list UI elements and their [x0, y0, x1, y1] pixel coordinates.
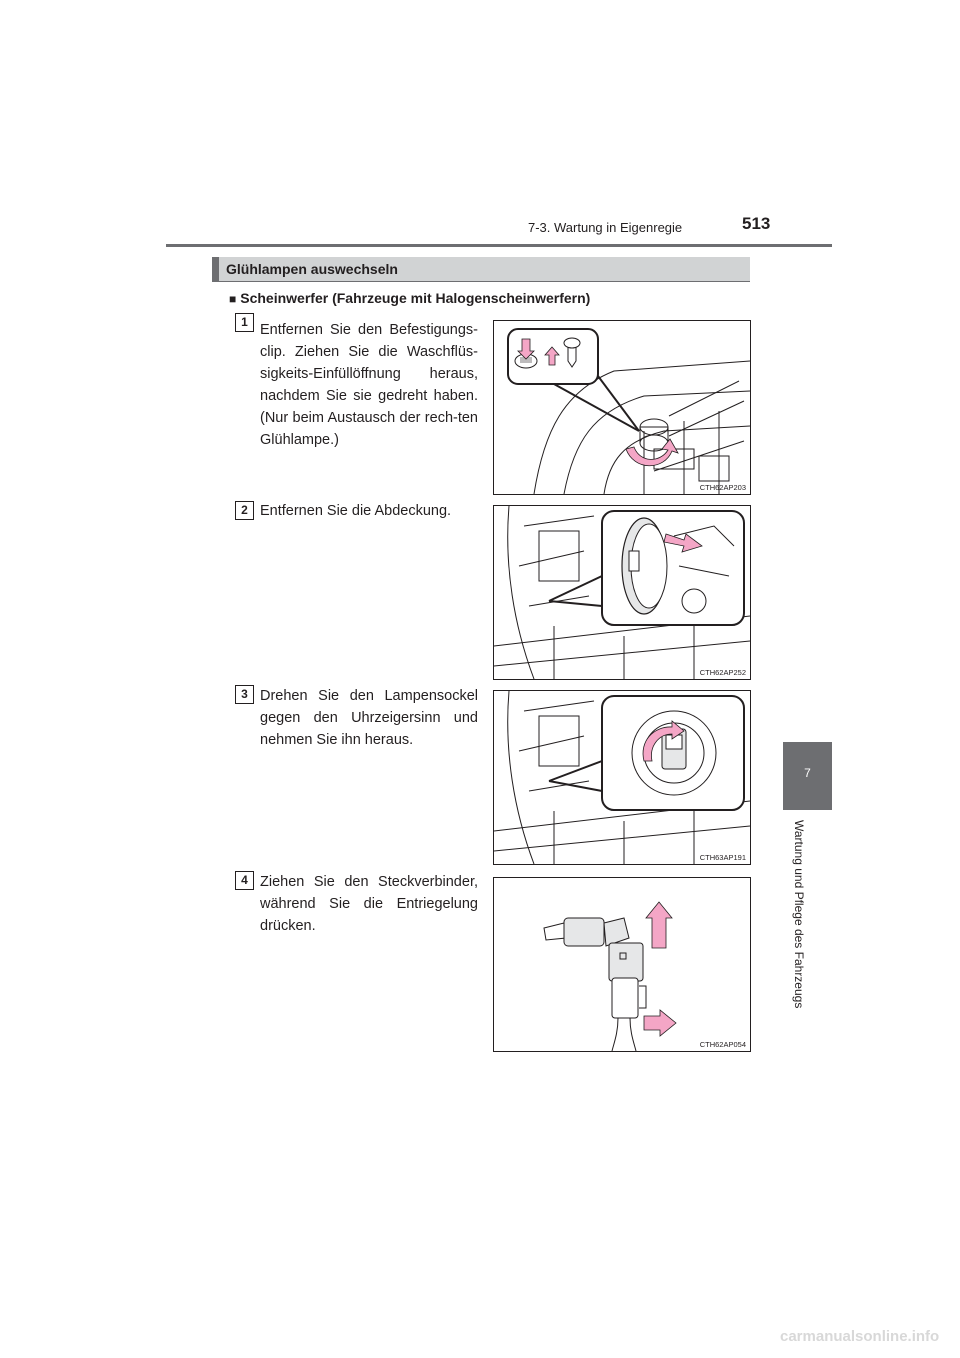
step-number: 2: [235, 501, 254, 520]
header-rule: [166, 244, 832, 247]
step-text: Drehen Sie den Lampensockel gegen den Uhrzeigersinn und nehmen Sie ihn heraus.: [260, 688, 478, 748]
figure-step-1: [493, 320, 751, 495]
subheading-text: Scheinwerfer (Fahrzeuge mit Halogenscheinwerfern): [240, 290, 591, 306]
engine-bay-illustration: [494, 321, 750, 494]
chapter-title: Wartung und Pflege des Fahrzeugs: [792, 820, 806, 1009]
figure-code: CTH62AP252: [699, 668, 746, 677]
figure-code: CTH62AP203: [699, 483, 746, 492]
step-text: Entfernen Sie den Befestigungs-clip. Ziehen Sie die Waschflüs-sigkeits-Einfüllöffnung heraus, nachdem Sie sie gedreht haben. (Nur beim Austausch der rech-ten Glühlampe.): [260, 322, 478, 448]
section-bar-accent: [212, 257, 219, 281]
lamp-socket-illustration: [494, 691, 750, 864]
page-number: 513: [742, 214, 771, 233]
step-text: Entfernen Sie die Abdeckung.: [260, 503, 452, 519]
arrow-up-icon: [646, 902, 672, 948]
figure-code: CTH63AP191: [699, 853, 746, 862]
step-number: 3: [235, 685, 254, 704]
bulb-connector-illustration: [494, 878, 750, 1051]
figure-step-2: [493, 505, 751, 680]
bullet-square: ■: [229, 292, 237, 306]
step-number: 1: [235, 313, 254, 332]
section-label: 7-3. Wartung in Eigenregie: [528, 220, 683, 235]
step-text: Ziehen Sie den Steckverbinder, während Sie die Entriegelung drücken.: [260, 874, 478, 934]
chapter-number: 7: [804, 766, 811, 780]
arrow-right-icon: [644, 1010, 676, 1036]
figure-code: CTH62AP054: [699, 1040, 746, 1049]
figure-step-3: [493, 690, 751, 865]
watermark: carmanualsonline.info: [780, 1328, 940, 1345]
figure-step-4: [493, 877, 751, 1052]
step-number: 4: [235, 871, 254, 890]
section-title: Glühlampen auswechseln: [226, 261, 398, 277]
headlamp-cover-illustration: [494, 506, 750, 679]
subheading: [229, 290, 590, 306]
section-bar-underline: [212, 281, 750, 282]
